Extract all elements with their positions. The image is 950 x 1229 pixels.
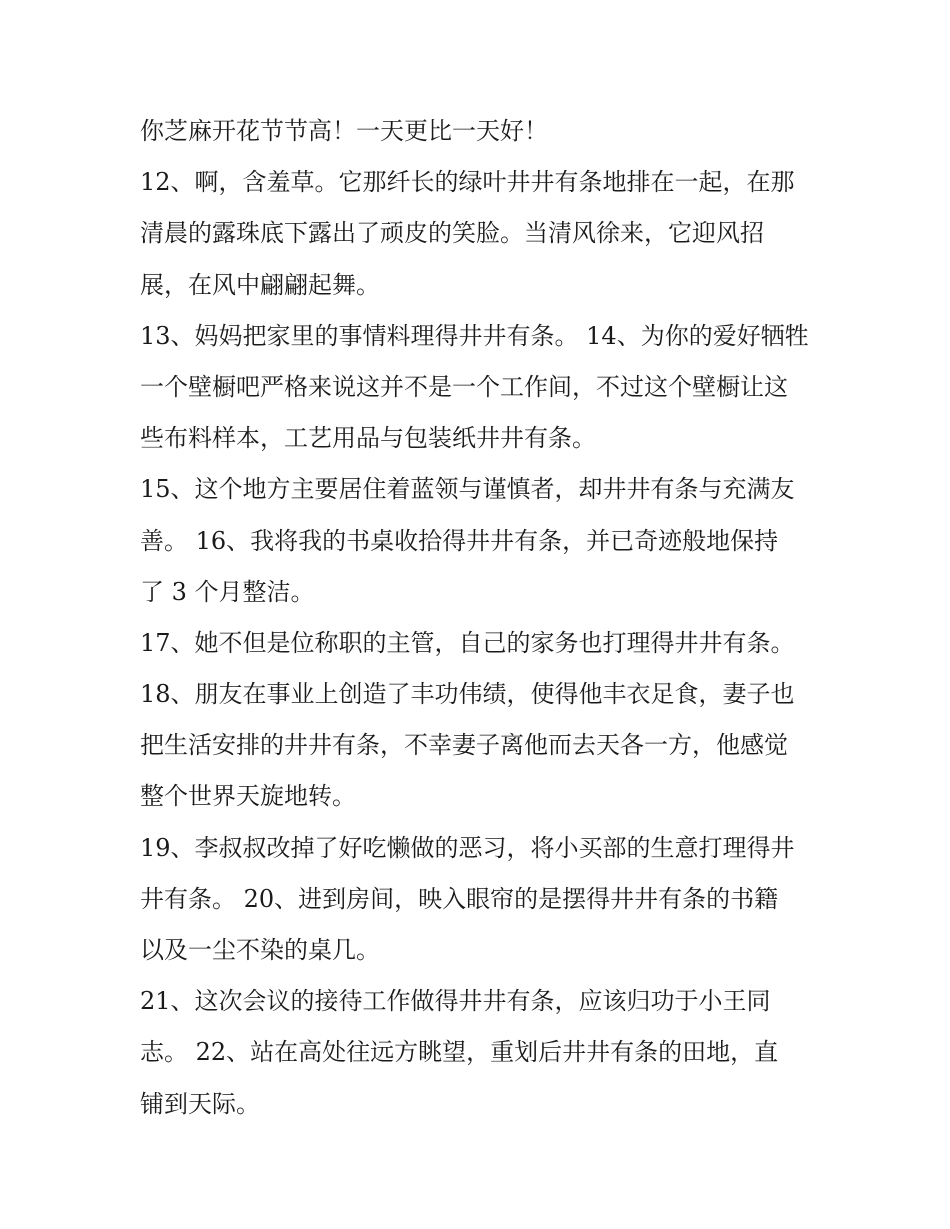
text-line: 些布料样本，工艺用品与包装纸井井有条。 [140, 424, 596, 453]
text-line: 展，在风中翩翩起舞。 [140, 270, 380, 299]
text-line: 井有条。 20、进到房间，映入眼帘的是摆得井井有条的书籍 [140, 884, 779, 913]
text-line: 以及一尘不染的桌几。 [140, 936, 380, 964]
text-line: 把生活安排的井井有条，不幸妻子离他而去天各一方，他感觉 [140, 731, 788, 760]
text-line: 整个世界天旋地转。 [140, 782, 356, 811]
text-line: 13、妈妈把家里的事情料理得井井有条。 14、为你的爱好牺牲 [140, 321, 809, 350]
text-line: 善。 16、我将我的书桌收拾得井井有条，并已奇迹般地保持 [140, 526, 779, 555]
document-body [140, 106, 820, 1130]
text-line: 铺到天际。 [140, 1089, 260, 1118]
text-line: 了 3 个月整洁。 [140, 577, 315, 606]
text-line: 12、啊，含羞草。它那纤长的绿叶井井有条地排在一起，在那 [140, 168, 795, 197]
text-line: 志。 22、站在高处往远方眺望，重划后井井有条的田地，直 [140, 1038, 779, 1067]
text-line: 18、朋友在事业上创造了丰功伟绩，使得他丰衣足食，妻子也 [140, 680, 795, 709]
text-line: 你芝麻开花节节高！一天更比一天好！ [140, 117, 548, 145]
text-line: 21、这次会议的接待工作做得井井有条，应该归功于小王同 [140, 987, 771, 1016]
text-line: 17、她不但是位称职的主管，自己的家务也打理得井井有条。 [140, 628, 795, 657]
text-line: 一个壁橱吧严格来说这并不是一个工作间，不过这个壁橱让这 [140, 372, 788, 401]
text-line: 清晨的露珠底下露出了顽皮的笑脸。当清风徐来，它迎风招 [140, 219, 764, 248]
text-line: 19、李叔叔改掉了好吃懒做的恶习，将小买部的生意打理得井 [140, 833, 795, 862]
text-line: 15、这个地方主要居住着蓝领与谨慎者，却井井有条与充满友 [140, 475, 795, 504]
